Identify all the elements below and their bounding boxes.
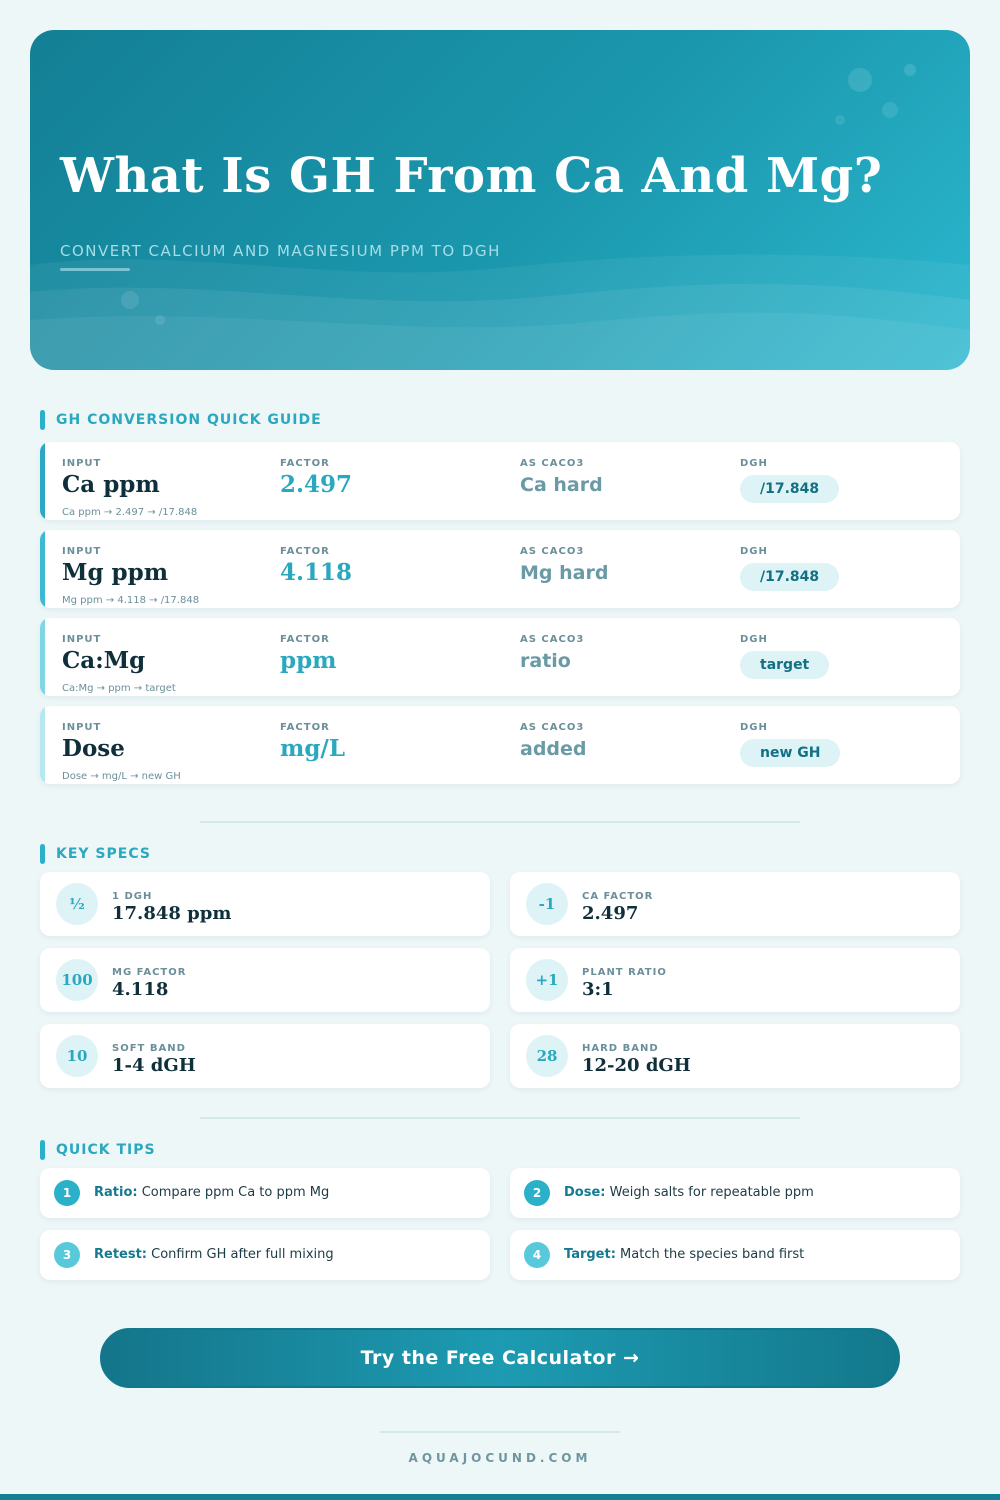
tip-text (564, 1185, 814, 1200)
section-divider (200, 1117, 800, 1119)
caco3-label: AS CACO3 (520, 722, 585, 733)
tips-heading-text: QUICK TIPS (56, 1142, 156, 1158)
dgh-pill: target (740, 651, 829, 679)
factor-label: FACTOR (280, 458, 330, 469)
tip-number: 2 (524, 1180, 550, 1206)
factor-label: FACTOR (280, 722, 330, 733)
guide-heading-text: GH CONVERSION QUICK GUIDE (56, 412, 322, 428)
factor-value: ppm (280, 647, 337, 674)
dgh-pill: /17.848 (740, 563, 839, 591)
spec-value: 4.118 (112, 979, 169, 1000)
input-value: Ca ppm (62, 471, 160, 498)
page-title: What Is GH From Ca And Mg? (60, 148, 883, 204)
row-accent (40, 618, 45, 696)
caco3-label: AS CACO3 (520, 458, 585, 469)
tip-card (510, 1230, 960, 1280)
tip-body: Compare ppm Ca to ppm Mg (137, 1185, 330, 1200)
tip-text (94, 1185, 329, 1200)
spec-card (510, 948, 960, 1012)
tips-heading (40, 1140, 156, 1160)
spec-label: PLANT RATIO (582, 967, 667, 978)
input-value: Mg ppm (62, 559, 169, 586)
dgh-label: DGH (740, 458, 768, 469)
row-accent (40, 442, 45, 520)
tip-key: Retest: (94, 1247, 148, 1262)
hero-banner (30, 30, 970, 370)
spec-card (40, 1024, 490, 1088)
guide-row (40, 442, 960, 520)
tip-number: 3 (54, 1242, 80, 1268)
row-formula: Dose → mg/L → new GH (62, 771, 181, 782)
spec-value: 1-4 dGH (112, 1055, 196, 1076)
input-label: INPUT (62, 546, 102, 557)
factor-label: FACTOR (280, 546, 330, 557)
tip-key: Dose: (564, 1185, 606, 1200)
spec-card (40, 948, 490, 1012)
dgh-pill: new GH (740, 739, 840, 767)
spec-label: CA FACTOR (582, 891, 654, 902)
factor-value: 4.118 (280, 559, 353, 586)
spec-value: 3:1 (582, 979, 614, 1000)
footer-divider (380, 1431, 620, 1433)
spec-value: 17.848 ppm (112, 903, 232, 924)
factor-label: FACTOR (280, 634, 330, 645)
footer-site-link[interactable]: AQUAJOCUND.COM (408, 1451, 592, 1465)
tip-card (510, 1168, 960, 1218)
caco3-value: added (520, 738, 587, 760)
tip-card (40, 1230, 490, 1280)
tip-number: 1 (54, 1180, 80, 1206)
tip-key: Ratio: (94, 1185, 138, 1200)
section-divider (200, 821, 800, 823)
heading-bar (40, 410, 45, 430)
dgh-label: DGH (740, 546, 768, 557)
spec-icon: 28 (526, 1035, 568, 1077)
caco3-value: ratio (520, 650, 571, 672)
spec-icon: -1 (526, 883, 568, 925)
row-accent (40, 706, 45, 784)
row-accent (40, 530, 45, 608)
input-label: INPUT (62, 722, 102, 733)
dgh-label: DGH (740, 722, 768, 733)
spec-label: HARD BAND (582, 1043, 659, 1054)
tip-card (40, 1168, 490, 1218)
spec-card (40, 872, 490, 936)
input-value: Ca:Mg (62, 647, 146, 674)
tip-text (564, 1247, 804, 1262)
tip-number: 4 (524, 1242, 550, 1268)
spec-icon: ½ (56, 883, 98, 925)
guide-row (40, 706, 960, 784)
spec-value: 2.497 (582, 903, 639, 924)
heading-bar (40, 1140, 45, 1160)
dgh-pill: /17.848 (740, 475, 839, 503)
factor-value: mg/L (280, 735, 345, 762)
guide-row (40, 530, 960, 608)
row-formula: Ca ppm → 2.497 → /17.848 (62, 507, 198, 518)
input-label: INPUT (62, 634, 102, 645)
row-formula: Mg ppm → 4.118 → /17.848 (62, 595, 200, 606)
spec-icon: +1 (526, 959, 568, 1001)
spec-card (510, 1024, 960, 1088)
dgh-label: DGH (740, 634, 768, 645)
title-underline (60, 268, 130, 271)
spec-icon: 10 (56, 1035, 98, 1077)
spec-label: 1 DGH (112, 891, 153, 902)
caco3-value: Mg hard (520, 562, 609, 584)
specs-heading (40, 844, 151, 864)
input-label: INPUT (62, 458, 102, 469)
tip-body: Confirm GH after full mixing (147, 1247, 334, 1262)
spec-label: MG FACTOR (112, 967, 187, 978)
calculator-cta-button[interactable]: Try the Free Calculator → (100, 1328, 900, 1388)
spec-value: 12-20 dGH (582, 1055, 691, 1076)
factor-value: 2.497 (280, 471, 353, 498)
input-value: Dose (62, 735, 125, 762)
page-subtitle: CONVERT CALCIUM AND MAGNESIUM PPM TO DGH (60, 242, 501, 260)
caco3-label: AS CACO3 (520, 546, 585, 557)
spec-card (510, 872, 960, 936)
bottom-accent-bar (0, 1494, 1000, 1500)
tip-key: Target: (564, 1247, 616, 1262)
tip-text (94, 1247, 334, 1262)
caco3-label: AS CACO3 (520, 634, 585, 645)
specs-heading-text: KEY SPECS (56, 846, 151, 862)
tip-body: Weigh salts for repeatable ppm (605, 1185, 814, 1200)
guide-row (40, 618, 960, 696)
caco3-value: Ca hard (520, 474, 603, 496)
spec-icon: 100 (56, 959, 98, 1001)
spec-label: SOFT BAND (112, 1043, 186, 1054)
heading-bar (40, 844, 45, 864)
row-formula: Ca:Mg → ppm → target (62, 683, 176, 694)
tip-body: Match the species band first (615, 1247, 805, 1262)
guide-heading (40, 410, 322, 430)
